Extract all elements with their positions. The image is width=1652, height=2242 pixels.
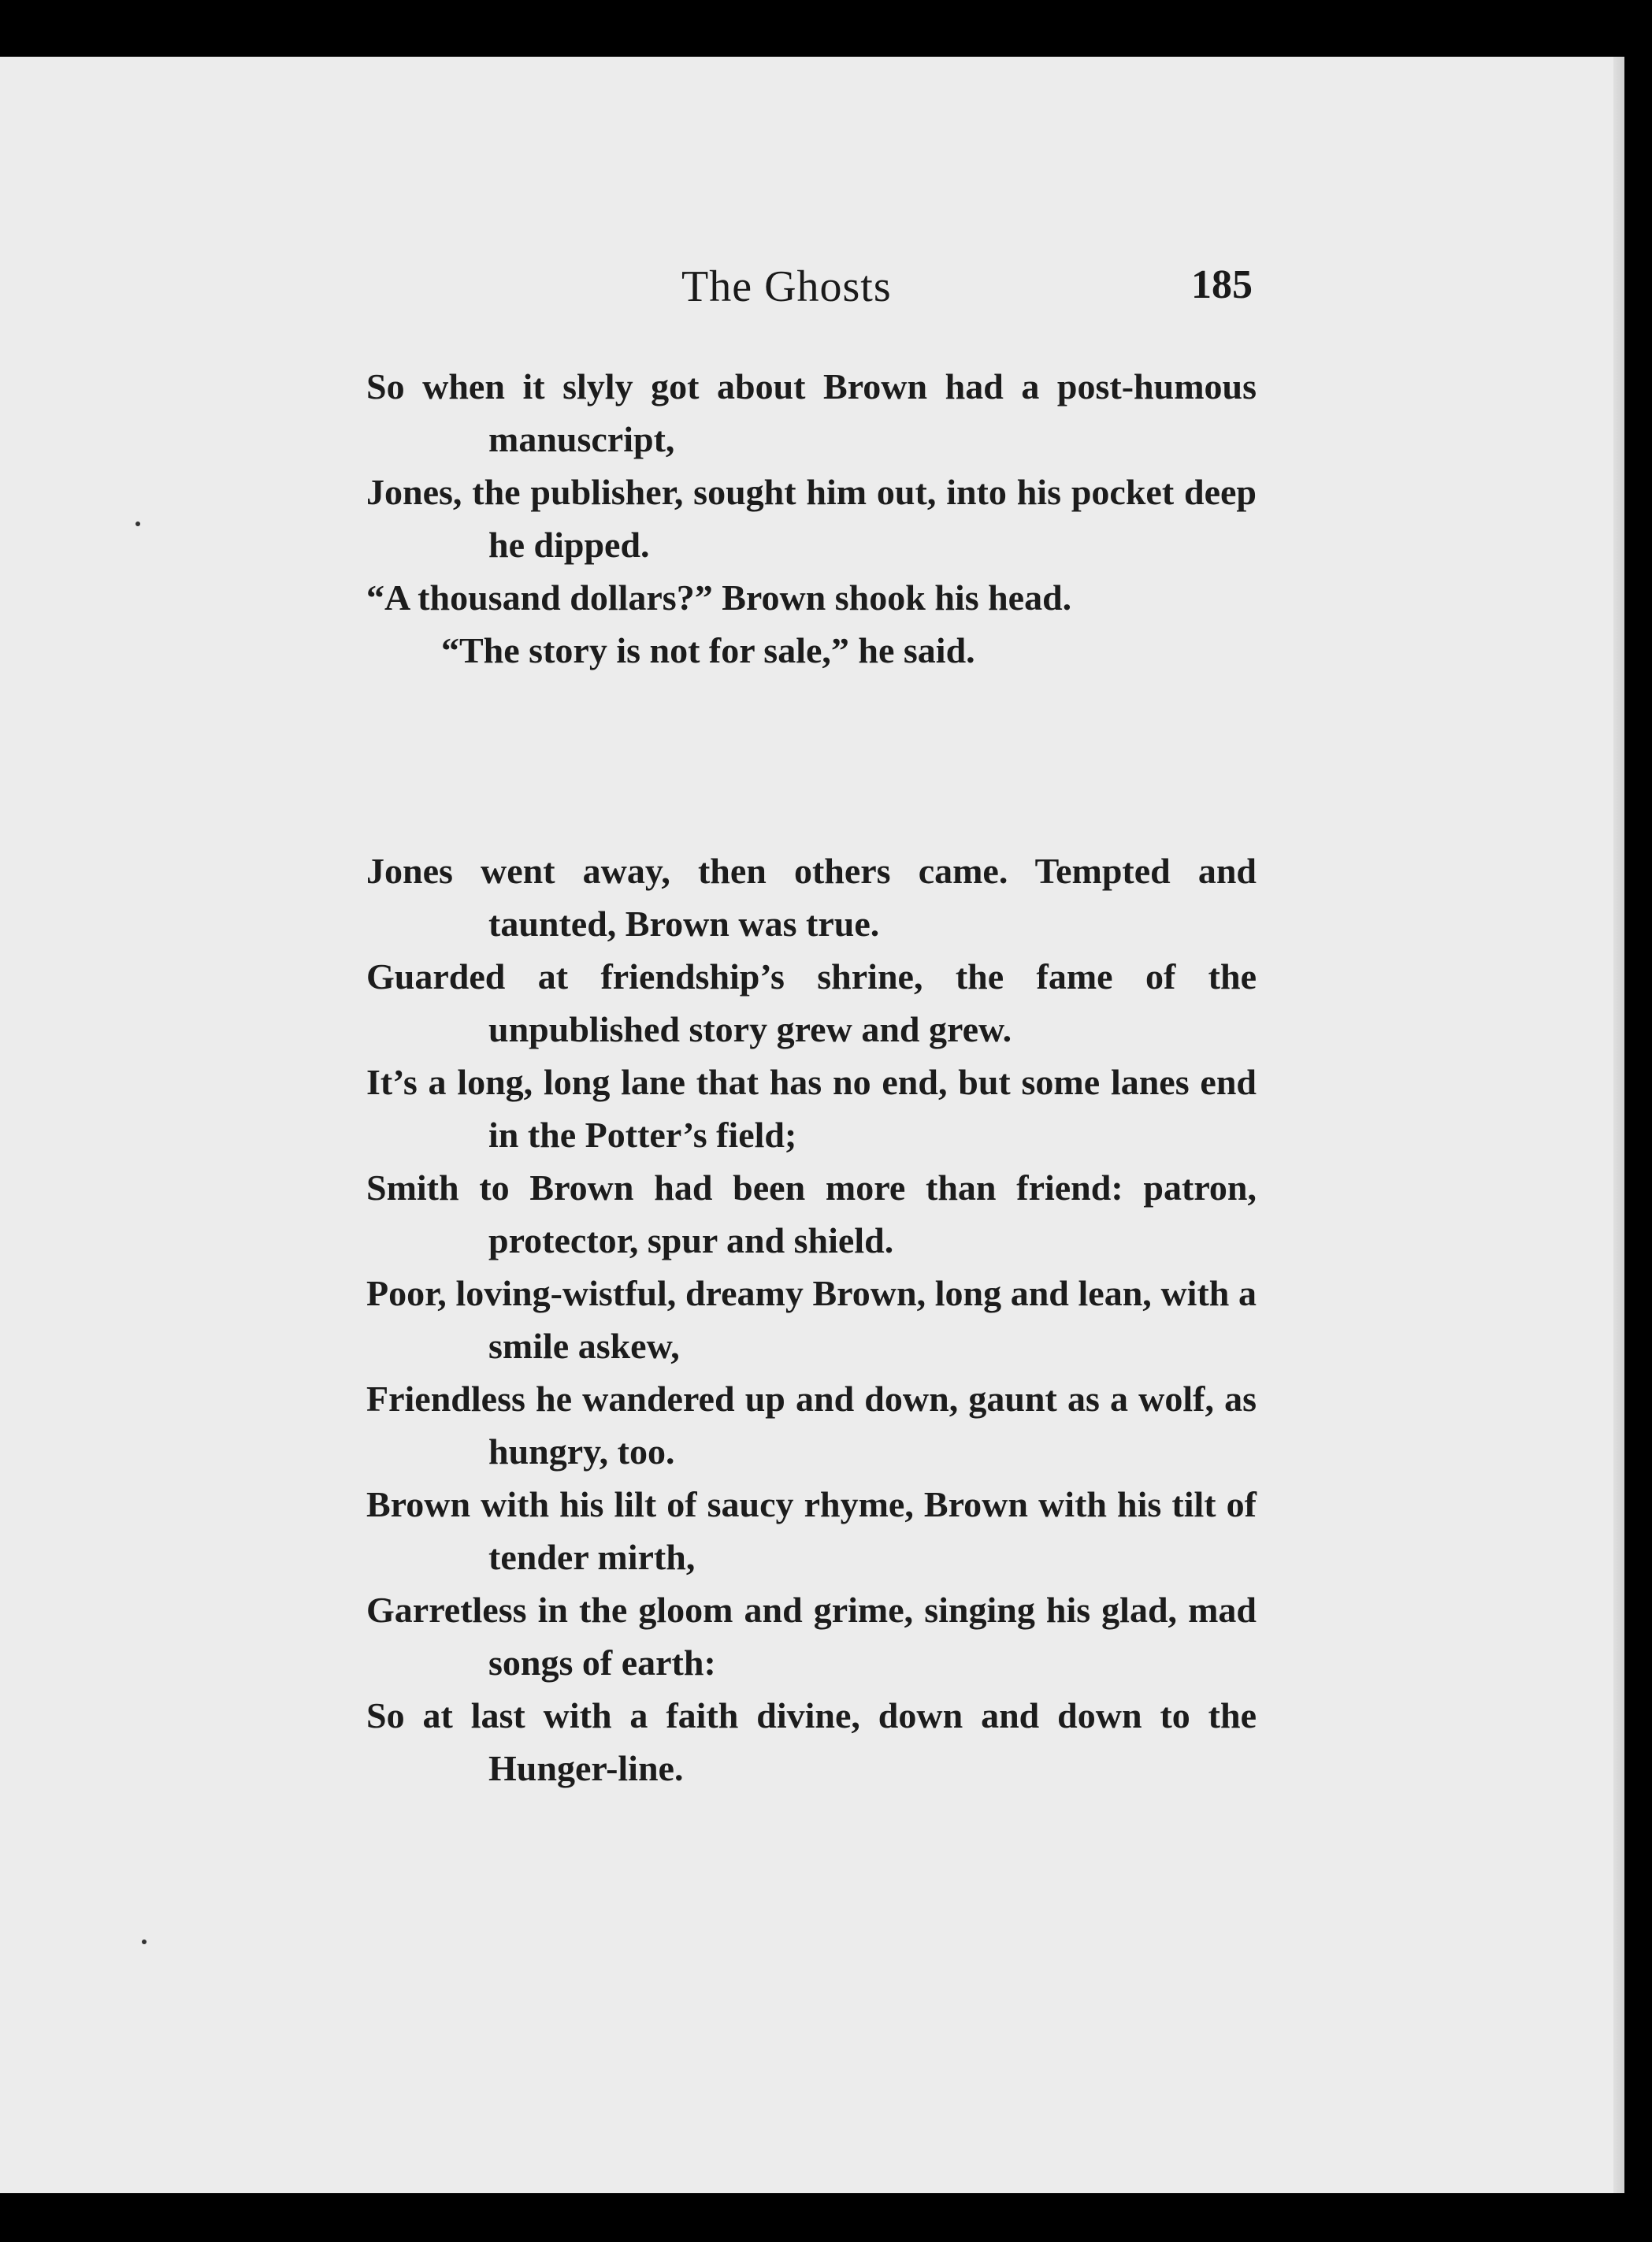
book-page [0, 57, 1624, 2193]
verse-line: Guarded at friendship’s shrine, the fame of the unpublished story grew and grew. [366, 956, 1257, 1049]
running-title: The Ghosts [681, 262, 892, 311]
ink-speck [142, 1939, 147, 1944]
page-number: 185 [1191, 262, 1253, 307]
verse-line: “The story is not for sale,” he said. [441, 630, 975, 670]
verse-line: Brown with his lilt of saucy rhyme, Brown with his tilt of tender mirth, [366, 1484, 1257, 1577]
stanza-2 [366, 844, 1257, 1795]
ink-speck [136, 522, 140, 526]
verse-line: Friendless he wandered up and down, gaunt as a wolf, as hungry, too. [366, 1379, 1257, 1472]
stanza-1 [366, 360, 1257, 677]
verse-line: It’s a long, long lane that has no end, but some lanes end in the Potter’s field; [366, 1062, 1257, 1155]
verse-line: So when it slyly got about Brown had a post-humous manuscript, [366, 366, 1257, 459]
verse-line: Jones went away, then others came. Tempted and taunted, Brown was true. [366, 851, 1257, 944]
verse-line: So at last with a faith divine, down and down to the Hunger-line. [366, 1695, 1257, 1788]
verse-line: Jones, the publisher, sought him out, into his pocket deep he dipped. [366, 472, 1257, 565]
verse-line: Smith to Brown had been more than friend: patron, protector, spur and shield. [366, 1167, 1257, 1260]
verse-line: Garretless in the gloom and grime, singing his glad, mad songs of earth: [366, 1590, 1257, 1683]
verse-line: Poor, loving-wistful, dreamy Brown, long and lean, with a smile askew, [366, 1273, 1257, 1366]
verse-line: “A thousand dollars?” Brown shook his head. [366, 577, 1072, 618]
page-edge [1613, 57, 1624, 2193]
page-header [366, 262, 1253, 332]
